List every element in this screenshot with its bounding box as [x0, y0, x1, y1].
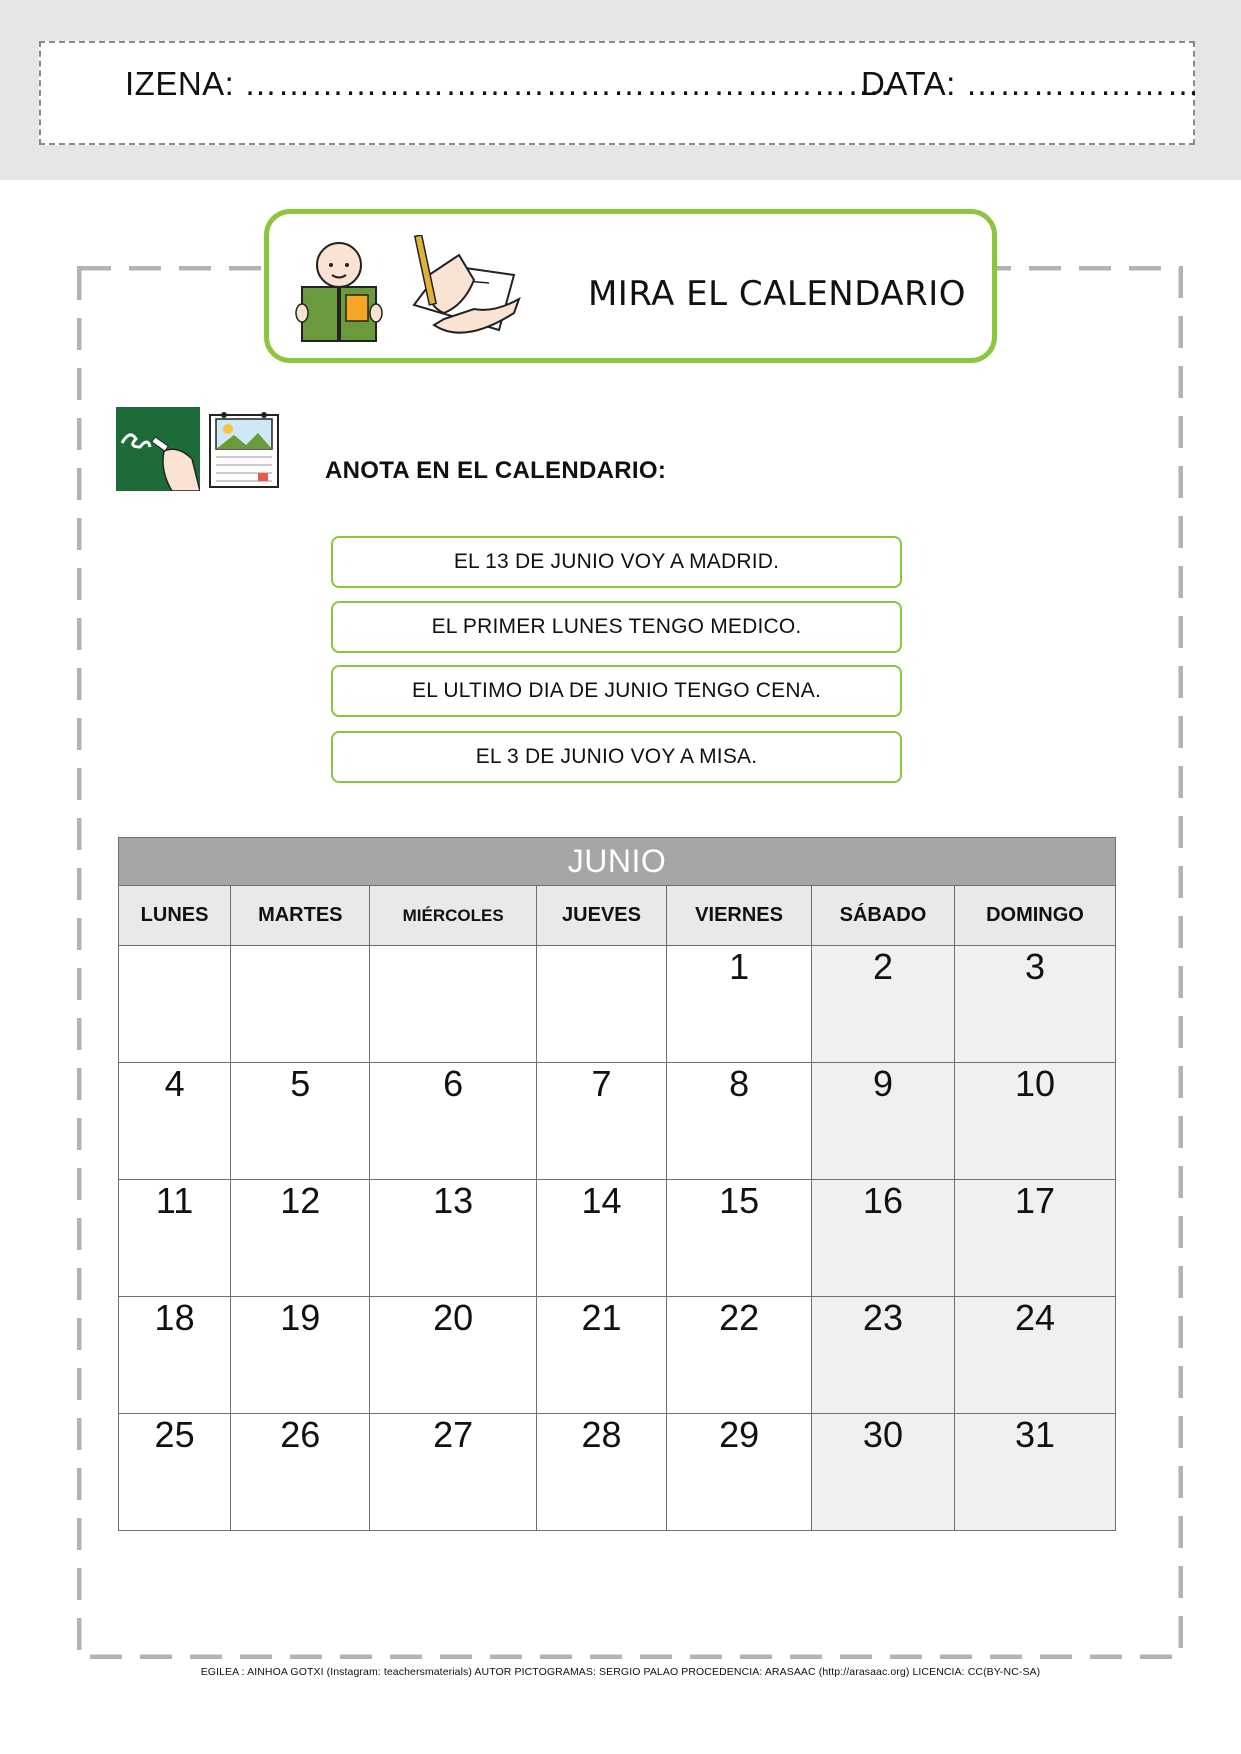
calendar-day-cell[interactable]: 31 — [954, 1414, 1115, 1531]
calendar-week-row — [119, 1297, 1116, 1414]
calendar-week-row — [119, 1414, 1116, 1531]
calendar-day-cell[interactable]: 6 — [370, 1063, 536, 1180]
calendar-month-title: JUNIO — [119, 838, 1116, 886]
calendar-day-cell[interactable] — [370, 946, 536, 1063]
june-calendar — [118, 837, 1116, 1531]
calendar-day-cell[interactable]: 24 — [954, 1297, 1115, 1414]
calendar-day-cell[interactable]: 21 — [536, 1297, 666, 1414]
calendar-week-row — [119, 946, 1116, 1063]
calendar-week-row — [119, 1180, 1116, 1297]
weekday-header: SÁBADO — [811, 886, 954, 946]
credits-footer: EGILEA : AINHOA GOTXI (Instagram: teachersmaterials) AUTOR PICTOGRAMAS: SERGIO PALAO PROCEDENCIA: ARASAAC (http://arasaac.org) LICENCIA: CC(BY-NC-SA) — [200, 1666, 1041, 1678]
calendar-day-cell[interactable]: 17 — [954, 1180, 1115, 1297]
calendar-day-cell[interactable]: 2 — [811, 946, 954, 1063]
calendar-day-cell[interactable]: 23 — [811, 1297, 954, 1414]
calendar-day-cell[interactable]: 28 — [536, 1414, 666, 1531]
calendar-day-cell[interactable]: 13 — [370, 1180, 536, 1297]
calendar-day-cell[interactable]: 30 — [811, 1414, 954, 1531]
calendar-day-cell[interactable]: 14 — [536, 1180, 666, 1297]
calendar-day-cell[interactable]: 7 — [536, 1063, 666, 1180]
calendar-day-cell[interactable]: 29 — [667, 1414, 812, 1531]
wall-calendar-icon — [206, 407, 282, 491]
calendar-day-cell[interactable] — [536, 946, 666, 1063]
weekday-header: JUEVES — [536, 886, 666, 946]
calendar-day-cell[interactable] — [231, 946, 370, 1063]
calendar-day-cell[interactable]: 3 — [954, 946, 1115, 1063]
task-item: EL 3 DE JUNIO VOY A MISA. — [331, 731, 902, 783]
task-item: EL ULTIMO DIA DE JUNIO TENGO CENA. — [331, 665, 902, 717]
reading-child-icon — [294, 235, 384, 345]
calendar-day-cell[interactable]: 9 — [811, 1063, 954, 1180]
calendar-day-cell[interactable] — [119, 946, 231, 1063]
header-band — [0, 0, 1241, 180]
calendar-day-cell[interactable]: 4 — [119, 1063, 231, 1180]
calendar-day-cell[interactable]: 10 — [954, 1063, 1115, 1180]
task-item: EL 13 DE JUNIO VOY A MADRID. — [331, 536, 902, 588]
calendar-day-cell[interactable]: 11 — [119, 1180, 231, 1297]
calendar-day-cell[interactable]: 5 — [231, 1063, 370, 1180]
calendar-day-cell[interactable]: 22 — [667, 1297, 812, 1414]
weekday-header: MIÉRCOLES — [370, 886, 536, 946]
calendar-day-cell[interactable]: 27 — [370, 1414, 536, 1531]
writing-hand-icon — [404, 235, 524, 345]
calendar-day-cell[interactable]: 1 — [667, 946, 812, 1063]
calendar-day-cell[interactable]: 25 — [119, 1414, 231, 1531]
calendar-day-cell[interactable]: 8 — [667, 1063, 812, 1180]
name-field-label[interactable]: IZENA: …………………………………………………. — [125, 65, 891, 102]
weekday-header: MARTES — [231, 886, 370, 946]
title-box — [264, 209, 997, 363]
instruction-heading: ANOTA EN EL CALENDARIO: — [325, 457, 667, 484]
calendar-day-cell[interactable]: 18 — [119, 1297, 231, 1414]
date-field-label[interactable]: DATA: ………………… — [861, 65, 1200, 102]
calendar-day-cell[interactable]: 19 — [231, 1297, 370, 1414]
calendar-day-cell[interactable]: 12 — [231, 1180, 370, 1297]
weekday-header: DOMINGO — [954, 886, 1115, 946]
calendar-day-cell[interactable]: 26 — [231, 1414, 370, 1531]
task-item: EL PRIMER LUNES TENGO MEDICO. — [331, 601, 902, 653]
calendar-day-cell[interactable]: 20 — [370, 1297, 536, 1414]
weekday-header: LUNES — [119, 886, 231, 946]
calendar-day-cell[interactable]: 15 — [667, 1180, 812, 1297]
weekday-header: VIERNES — [667, 886, 812, 946]
page-title: MIRA EL CALENDARIO — [587, 274, 966, 314]
name-date-box — [39, 41, 1200, 145]
chalkboard-writing-icon — [116, 407, 200, 491]
calendar-day-cell[interactable]: 16 — [811, 1180, 954, 1297]
calendar-week-row — [119, 1063, 1116, 1180]
weekday-header-row — [119, 886, 1116, 946]
